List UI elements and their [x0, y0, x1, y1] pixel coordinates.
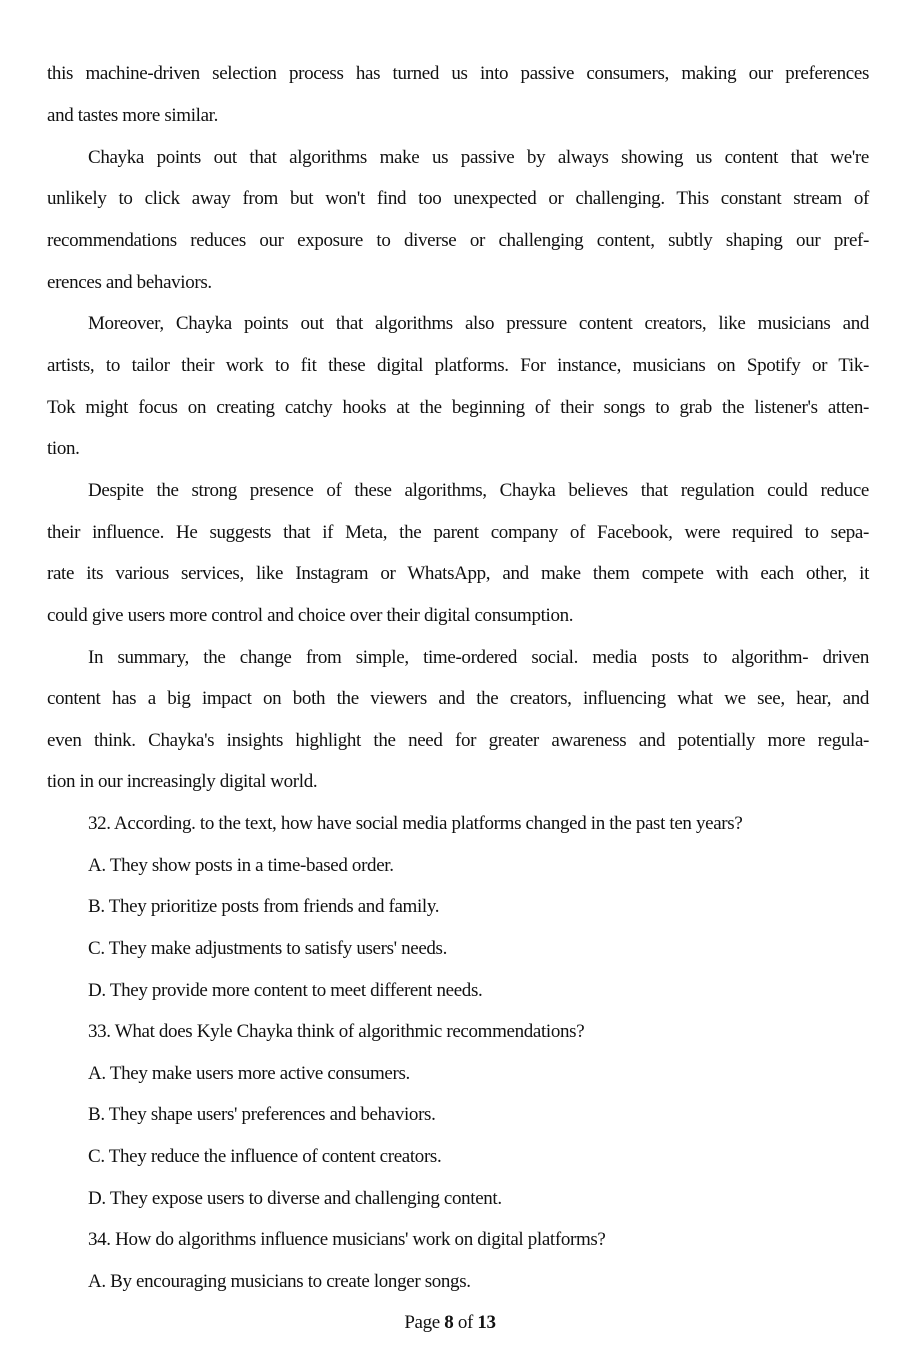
question-32-stem: 32. According. to the text, how have social media platforms changed in the past ten years?	[88, 813, 743, 834]
question-34-stem: 34. How do algorithms influence musicians' work on digital platforms?	[88, 1229, 606, 1250]
paragraph-line: Tok might focus on creating catchy hooks at the beginning of their songs to grab the listener's atten-	[47, 397, 869, 418]
question-34-option-a: A. By encouraging musicians to create longer songs.	[88, 1271, 471, 1292]
current-page-number: 8	[444, 1312, 454, 1333]
paragraph-line: their influence. He suggests that if Meta, the parent company of Facebook, were required to sepa-	[47, 522, 869, 543]
paragraph-line: this machine-driven selection process has turned us into passive consumers, making our preferences	[47, 63, 869, 84]
paragraph-line: erences and behaviors.	[47, 272, 212, 293]
question-32-option-c: C. They make adjustments to satisfy users' needs.	[88, 938, 448, 959]
paragraph-line: Chayka points out that algorithms make us passive by always showing us content that we're	[88, 147, 869, 168]
question-33-option-a: A. They make users more active consumers.	[88, 1063, 410, 1084]
question-33-option-b: B. They shape users' preferences and behaviors.	[88, 1104, 436, 1125]
page-footer	[0, 1312, 900, 1334]
paragraph-line: tion.	[47, 438, 80, 459]
total-pages-number: 13	[477, 1312, 496, 1333]
paragraph-line: rate its various services, like Instagram or WhatsApp, and make them compete with each other, it	[47, 563, 869, 584]
paragraph-line: recommendations reduces our exposure to diverse or challenging content, subtly shaping our pref-	[47, 230, 869, 251]
paragraph-line: content has a big impact on both the viewers and the creators, influencing what we see, hear, and	[47, 688, 869, 709]
paragraph-line: and tastes more similar.	[47, 105, 219, 126]
paragraph-line: even think. Chayka's insights highlight the need for greater awareness and potentially more regula-	[47, 730, 869, 751]
question-32-option-b: B. They prioritize posts from friends and family.	[88, 896, 440, 917]
question-32-option-a: A. They show posts in a time-based order.	[88, 855, 394, 876]
question-33-option-c: C. They reduce the influence of content creators.	[88, 1146, 442, 1167]
question-33-option-d: D. They expose users to diverse and challenging content.	[88, 1188, 502, 1209]
paragraph-line: In summary, the change from simple, time-ordered social. media posts to algorithm- driven	[88, 647, 869, 668]
page-label: Page	[404, 1312, 440, 1333]
paragraph-line: tion in our increasingly digital world.	[47, 771, 318, 792]
paragraph-line: unlikely to click away from but won't find too unexpected or challenging. This constant stream of	[47, 188, 869, 209]
question-32-option-d: D. They provide more content to meet different needs.	[88, 980, 483, 1001]
paragraph-line: could give users more control and choice over their digital consumption.	[47, 605, 574, 626]
paragraph-line: artists, to tailor their work to fit these digital platforms. For instance, musicians on Spotify or Tik-	[47, 355, 869, 376]
of-label: of	[457, 1312, 473, 1333]
paragraph-line: Moreover, Chayka points out that algorithms also pressure content creators, like musicians and	[88, 313, 869, 334]
paragraph-line: Despite the strong presence of these algorithms, Chayka believes that regulation could reduce	[88, 480, 869, 501]
question-33-stem: 33. What does Kyle Chayka think of algorithmic recommendations?	[88, 1021, 585, 1042]
